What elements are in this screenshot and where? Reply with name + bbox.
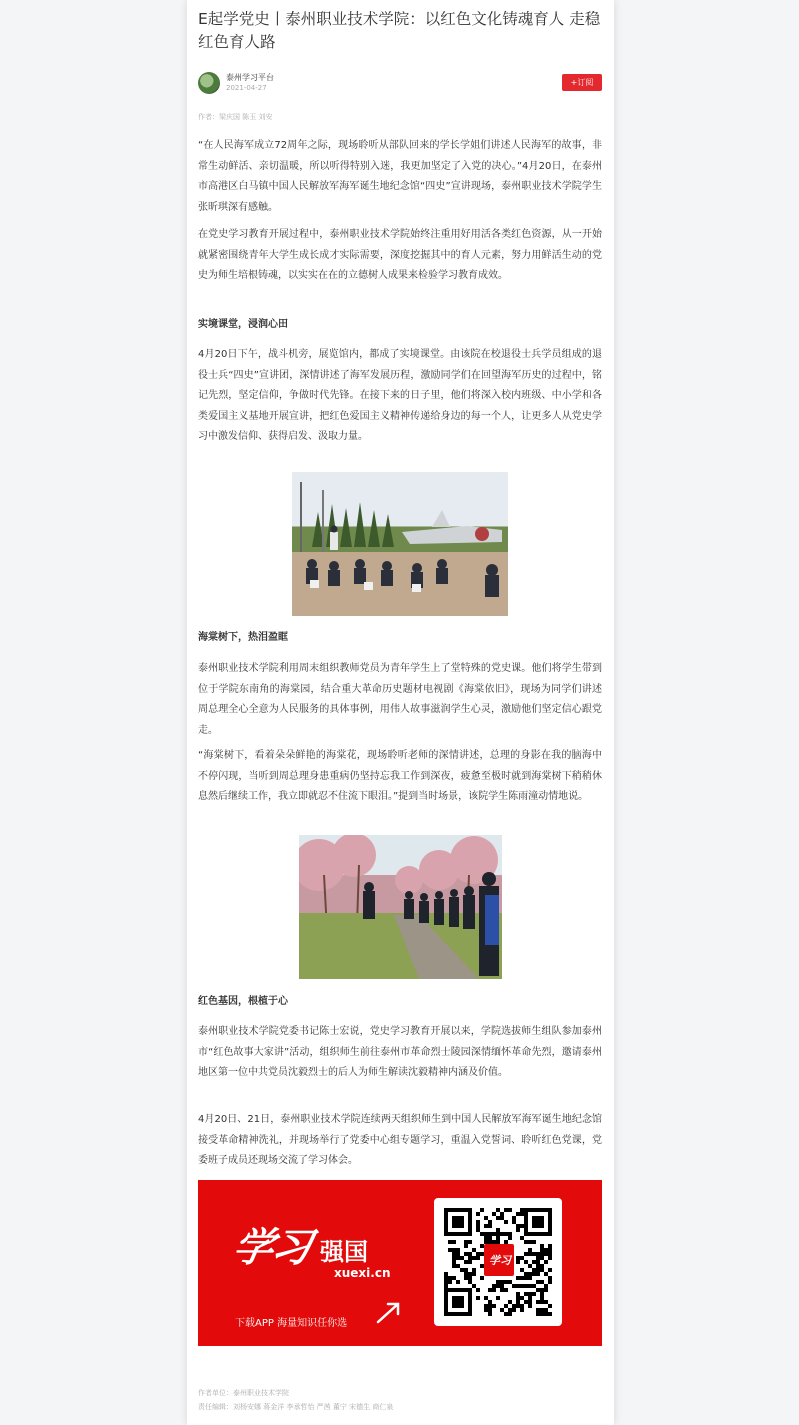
paragraph: 在党史学习教育开展过程中，泰州职业技术学院始终注重用好用活各类红色资源，从一开始就紧密围绕青年大学生成长成才实际需要，深度挖掘其中的育人元素，努力用鲜活生动的党史为师生培根铸魂，以实实在在的立德树人成果来检验学习教育成效。 bbox=[198, 229, 602, 282]
url-text: xuexi.cn bbox=[334, 1266, 391, 1280]
footer-editors: 责任编辑：刘杨安娜 蒋金洋 李承哲怡 严茜 董宁 宋德生 商仁泉 bbox=[198, 1403, 394, 1411]
event-photo-haitang bbox=[299, 835, 502, 979]
byline: 作者：梁庆国 陈玉 刘安 bbox=[198, 113, 273, 121]
subscribe-button[interactable]: +订阅 bbox=[562, 74, 602, 91]
photo-illustration bbox=[292, 472, 508, 616]
paragraph: 4月20日、21日，泰州职业技术学院连续两天组织师生到中国人民解放军海军诞生地纪念馆接受革命精神洗礼，并现场举行了党委中心组专题学习，重温入党誓词、聆听红色党课，党委班子成员还现场交流了学习体会。 bbox=[198, 1114, 602, 1167]
logo-calligraphy: 学习 bbox=[229, 1224, 314, 1271]
paragraph: “海棠树下，看着朵朵鲜艳的海棠花，现场聆听老师的深情讲述，总理的身影在我的脑海中不停闪现，当听到周总理身患重病仍坚持忘我工作到深夜，疲惫至极时就到海棠树下稍稍休息然后继续工作，我立即就忍不住流下眼泪。”提到当时场景，该院学生陈雨潼动情地说。 bbox=[198, 750, 602, 803]
article-title: E起学党史丨泰州职业技术学院：以红色文化铸魂育人 走稳红色育人路 bbox=[198, 10, 601, 51]
paragraph: 4月20日下午，战斗机旁，展览馆内，都成了实境课堂。由该院在校退役士兵学员组成的退役士兵“四史”宣讲团，深情讲述了海军发展历程，激励同学们在回望海军历史的过程中，铭记先烈，坚定信仰，争做时代先锋。在接下来的日子里，他们将深入校内班级、中小学和各类爱国主义基地开展宣讲，把红色爱国主义精神传递给身边的每一个人，让更多人从党史学习中激发信仰、获得启发、汲取力量。 bbox=[198, 349, 602, 443]
author-row bbox=[198, 70, 602, 96]
section-heading: 实境课堂，浸润心田 bbox=[198, 319, 288, 330]
paragraph: “在人民海军成立72周年之际，现场聆听从部队回来的学长学姐们讲述人民海军的故事，非常生动鲜活、亲切温暖，所以听得特别入迷，我更加坚定了入党的决心。”4月20日，在泰州市高港区白马镇中国人民解放军海军诞生地纪念馆“四史”宣讲现场，泰州职业技术学院学生张昕琪深有感触。 bbox=[198, 140, 602, 213]
avatar[interactable] bbox=[198, 72, 220, 94]
publish-date: 2021-04-27 bbox=[226, 84, 267, 92]
xuexi-promo-banner[interactable] bbox=[198, 1180, 602, 1346]
section-heading: 红色基因，根植于心 bbox=[198, 996, 288, 1007]
paragraph: 泰州职业技术学院党委书记陈士宏说，党史学习教育开展以来，学院选拔师生组队参加泰州市“红色故事大家讲”活动，组织师生前往泰州市革命烈士陵园深情缅怀革命先烈，邀请泰州地区第一位中共党员沈毅烈士的后人为师生解读沈毅精神内涵及价值。 bbox=[198, 1026, 602, 1079]
section-heading: 海棠树下，热泪盈眶 bbox=[198, 632, 288, 643]
download-slogan: 下载APP 海量知识任你选 bbox=[235, 1318, 348, 1329]
photo-illustration bbox=[299, 835, 502, 979]
source-name[interactable]: 泰州学习平台 bbox=[226, 73, 274, 82]
footer-organization: 作者单位：泰州职业技术学院 bbox=[198, 1389, 289, 1397]
qr-center-badge: 学习 bbox=[489, 1254, 511, 1267]
qr-code[interactable] bbox=[434, 1198, 562, 1326]
event-photo-aircraft bbox=[292, 472, 508, 616]
logo-text: 强国 bbox=[320, 1238, 368, 1266]
paragraph: 泰州职业技术学院利用周末组织教师党员为青年学生上了堂特殊的党史课。他们将学生带到位于学院东南角的海棠园，结合重大革命历史题材电视剧《海棠依旧》，现场为同学们讲述周总理全心全意为人民服务的具体事例，用伟人故事滋润学生心灵，激励他们坚定信心跟党走。 bbox=[198, 663, 602, 736]
arrow-icon bbox=[374, 1300, 404, 1330]
article-page bbox=[187, 0, 614, 1425]
